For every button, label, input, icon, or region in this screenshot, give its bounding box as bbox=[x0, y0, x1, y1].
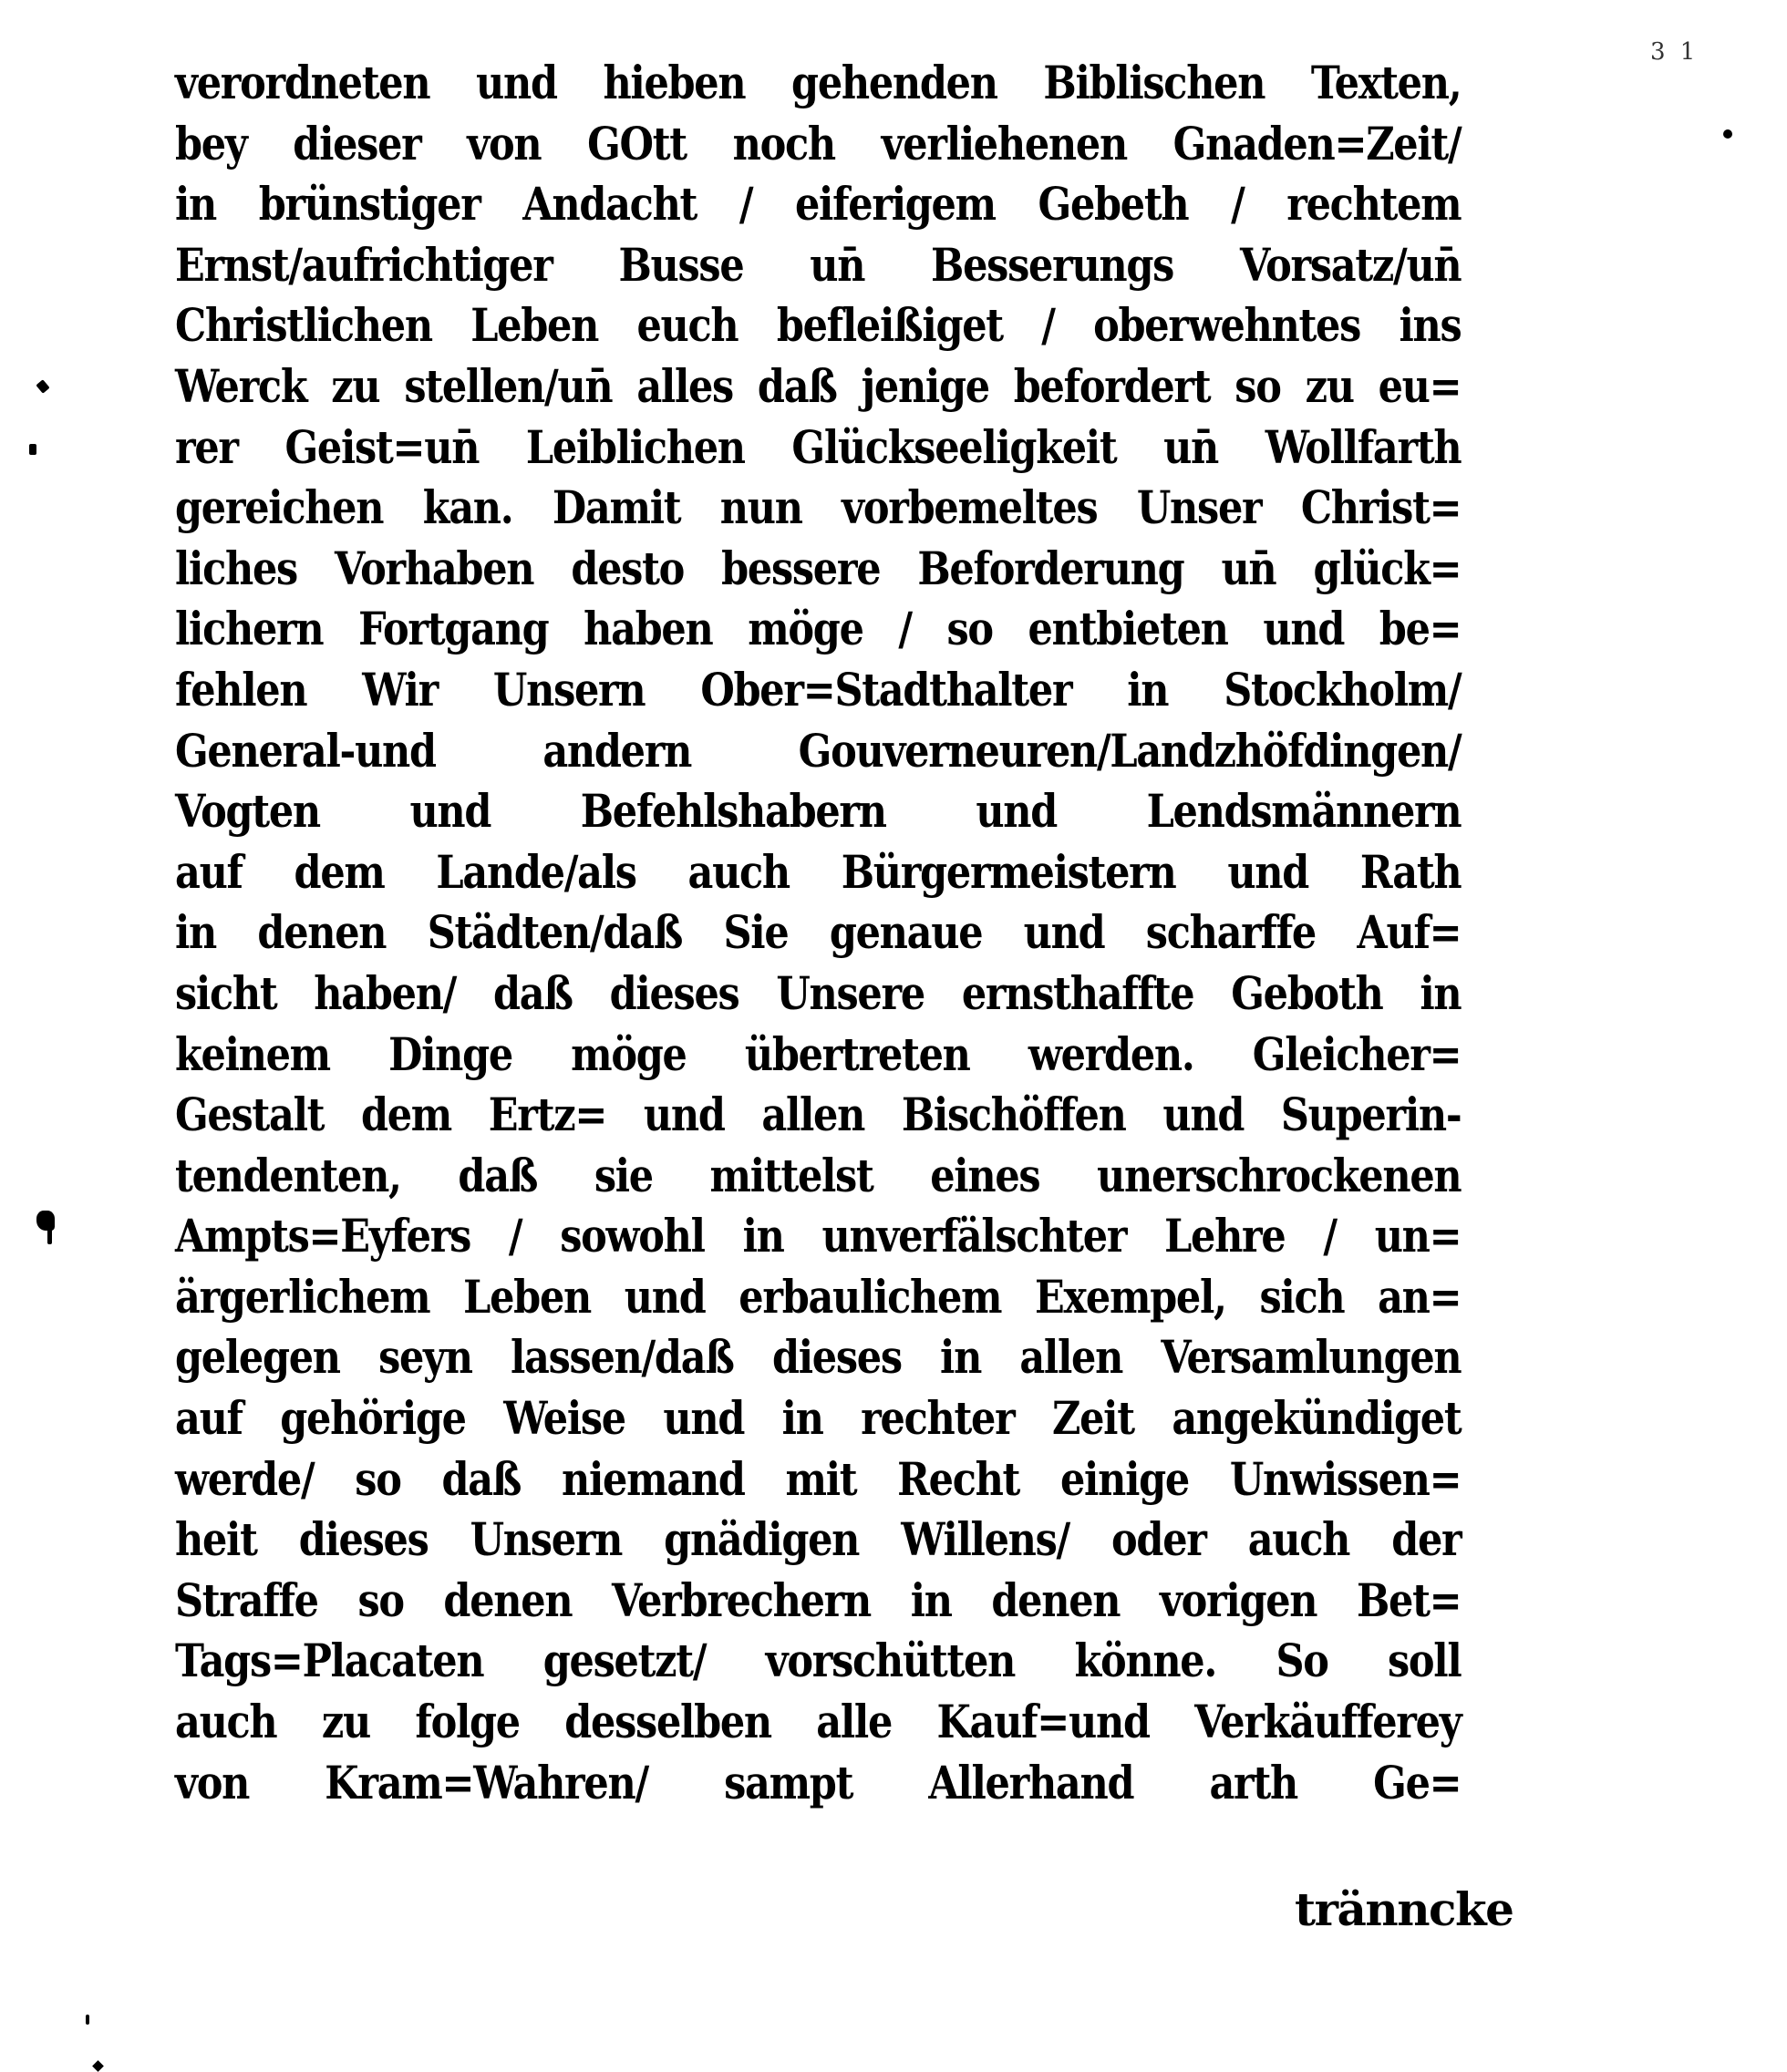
text-line: Ernst/aufrichtiger Busse un̄ Besserungs Vorsatz/un̄ bbox=[175, 237, 1462, 292]
text-line: auf gehörige Weise und in rechter Zeit angekündiget bbox=[175, 1391, 1462, 1446]
text-line: General-und andern Gouverneuren/Landzhöfdingen/ bbox=[175, 723, 1462, 778]
text-line: Gestalt dem Ertz= und allen Bischöffen und Superin- bbox=[175, 1088, 1462, 1142]
text-line: heit dieses Unsern gnädigen Willens/ oder auch der bbox=[175, 1512, 1462, 1567]
text-line: gelegen seyn lassen/daß dieses in allen Versamlungen bbox=[175, 1330, 1462, 1385]
text-line: bey dieser von GOtt noch verliehenen Gnaden=Zeit/ bbox=[175, 116, 1462, 170]
text-line: tendenten, daß sie mittelst eines unerschrockenen bbox=[175, 1148, 1462, 1202]
margin-mark bbox=[86, 2015, 89, 2025]
text-line: sicht haben/ daß dieses Unsere ernsthaffte Geboth in bbox=[175, 965, 1462, 1020]
text-line: auf dem Lande/als auch Bürgermeistern und Rath bbox=[175, 844, 1462, 899]
text-line: verordneten und hieben gehenden Biblischen Texten, bbox=[175, 56, 1462, 109]
text-line: Ampts=Eyfers / sowohl in unverfälschter Lehre / un= bbox=[175, 1209, 1462, 1263]
text-line: ärgerlichem Leben und erbaulichem Exempel, sich an= bbox=[175, 1269, 1462, 1324]
text-line: Werck zu stellen/un̄ alles daß jenige befordert so zu eu= bbox=[175, 358, 1462, 413]
text-line: Straffe so denen Verbrechern in denen vorigen Bet= bbox=[175, 1572, 1462, 1627]
text-line: in denen Städten/daß Sie genaue und scharffe Auf= bbox=[175, 905, 1462, 960]
text-line: liches Vorhaben desto bessere Beforderung un̄ glück= bbox=[175, 541, 1462, 595]
text-line: werde/ so daß niemand mit Recht einige Unwissen= bbox=[175, 1451, 1462, 1506]
text-line: rer Geist=un̄ Leiblichen Glückseeligkeit un̄ Wollfarth bbox=[175, 419, 1462, 474]
margin-mark bbox=[36, 1211, 55, 1231]
text-line: gereichen kan. Damit nun vorbemeltes Unser Christ= bbox=[175, 480, 1462, 535]
page-number-fragment: 3 1 bbox=[1650, 38, 1699, 66]
text-line: fehlen Wir Unsern Ober=Stadthalter in Stockholm/ bbox=[175, 662, 1462, 716]
margin-mark bbox=[92, 2060, 104, 2072]
margin-mark bbox=[29, 444, 36, 455]
body-text bbox=[175, 53, 1461, 1813]
text-line: Tags=Placaten gesetzt/ vorschütten könne. So soll bbox=[175, 1634, 1462, 1688]
margin-mark bbox=[36, 379, 49, 394]
ink-dot-top-right bbox=[1723, 129, 1732, 139]
text-line: keinem Dinge möge übertreten werden. Gleicher= bbox=[175, 1026, 1462, 1081]
text-line: auch zu folge desselben alle Kauf=und Verkäufferey bbox=[175, 1695, 1462, 1749]
text-line: in brünstiger Andacht / eiferigem Gebeth / rechtem bbox=[175, 177, 1462, 232]
text-line: Vogten und Befehlshabern und Lendsmännern bbox=[175, 784, 1462, 839]
text-line: von Kram=Wahren/ sampt Allerhand arth Ge= bbox=[175, 1755, 1462, 1809]
text-line: lichern Fortgang haben möge / so entbieten und be= bbox=[175, 602, 1462, 656]
margin-mark bbox=[47, 1226, 52, 1244]
text-line: Christlichen Leben euch befleißiget / oberwehntes ins bbox=[175, 298, 1462, 353]
catchword: tränncke bbox=[1295, 1882, 1513, 1936]
